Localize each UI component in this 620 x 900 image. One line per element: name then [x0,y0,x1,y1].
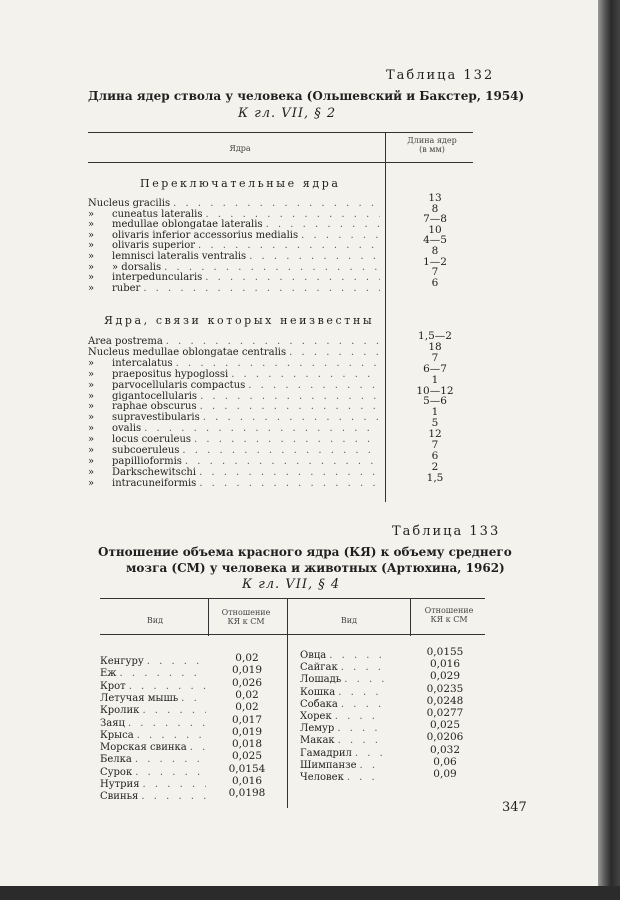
leader-dots [200,391,380,402]
leader-dots [182,445,380,456]
ditto-mark: » [88,261,95,273]
table-132-header-rule [88,162,473,163]
ditto-mark: » [88,251,95,262]
ratio-value: 0,018 [231,738,263,751]
species-row [300,687,384,699]
table-132-column-divider [385,132,386,502]
ditto-mark: » [88,229,95,241]
ratio-value: 0,017 [231,713,263,726]
leader-dots [142,705,206,716]
nucleus-length: 5—6 [423,395,447,408]
nucleus-length: 18 [428,340,442,353]
leader-dots [338,735,384,746]
nucleus-name: Area postrema [88,336,163,347]
ratio-value: 0,02 [235,652,259,664]
leader-dots [200,401,380,412]
ratio-value: 0,026 [231,676,263,689]
book-edge-bottom [0,886,620,900]
leader-dots [344,674,384,685]
nucleus-name: interpeduncularis [112,272,203,284]
species-row [100,742,206,754]
species-name: Кошка [300,686,336,698]
nucleus-length: 6 [431,449,439,462]
col-header-ratio-left-2: КЯ к СМ [227,617,265,626]
species-name: Человек [300,772,344,783]
leader-dots [341,662,384,673]
ditto-mark: » [88,434,95,446]
leader-dots [203,412,380,423]
table-133-label: Таблица 133 [392,524,501,539]
ditto-mark: » [88,357,95,369]
species-row [100,705,206,717]
species-name: Крот [100,680,126,692]
leader-dots [143,283,380,294]
ratio-value: 0,0206 [426,731,464,744]
species-name: Летучая мышь [100,692,179,704]
ditto-mark: » [88,401,95,413]
species-name: Морская свинка [100,742,187,754]
nucleus-name: » dorsalis [112,261,162,273]
species-row [100,681,206,693]
nucleus-length: 6—7 [423,362,447,375]
species-name: Лошадь [300,674,342,686]
nucleus-name: praepositus hypoglossi [112,368,229,380]
nucleus-name: cuneatus lateralis [112,208,203,220]
leader-dots [205,272,380,283]
ditto-mark: » [88,412,95,424]
ratio-value: 0,029 [429,670,461,683]
table-133-reference: К гл. VII, § 4 [242,577,341,592]
species-name: Еж [100,668,117,680]
leader-dots [360,760,384,771]
nucleus-length: 1,5 [426,471,444,484]
species-row [100,718,206,730]
species-name: Сурок [100,766,133,778]
ratio-value: 0,06 [433,755,457,768]
leader-dots [176,358,380,369]
ratio-value: 0,0154 [228,762,266,775]
leader-dots [355,748,384,759]
nucleus-length: 1 [431,406,439,419]
leader-dots [129,681,206,692]
leader-dots [135,754,206,765]
nucleus-name: papillioformis [112,455,182,467]
species-row [100,791,206,803]
nucleus-length: 7 [431,439,439,451]
species-name: Нутрия [100,779,140,790]
species-name: Крыса [100,729,134,741]
leader-dots [185,456,380,467]
species-row [100,656,206,668]
ratio-value: 0,0248 [426,694,464,707]
col-header-species-right: Вид [340,616,358,625]
ratio-value: 0,016 [429,658,461,671]
species-name: Собака [300,698,338,710]
leader-dots [135,767,206,778]
nucleus-length: 7 [431,351,439,364]
ditto-mark: » [88,368,95,380]
species-name: Кролик [100,705,140,717]
nucleus-name: Darkschewitschi [112,466,197,478]
nucleus-name: olivaris inferior accessorius medialis [112,229,299,241]
ratio-value: 0,019 [231,664,263,677]
ratio-value: 0,019 [231,725,263,738]
nucleus-name: Nucleus medullae oblongatae centralis [88,346,287,358]
table-133-divider-2 [287,598,288,808]
nucleus-name: locus coeruleus [112,434,192,446]
nucleus-name: intercalatus [112,357,173,369]
nucleus-length: 8 [431,245,439,257]
species-row [300,699,384,711]
leader-dots [301,230,380,241]
ditto-mark: » [88,455,95,467]
nucleus-name: raphae obscurus [112,401,197,413]
table-133-header-rule [100,634,485,635]
leader-dots [141,791,206,802]
leader-dots [144,423,380,434]
ditto-mark: » [88,272,95,284]
species-row [100,730,206,742]
species-row [100,668,206,680]
nucleus-name: Nucleus gracilis [88,198,171,209]
page-number: 347 [502,800,527,815]
leader-dots [166,336,380,347]
nucleus-name: parvocellularis compactus [112,379,246,391]
leader-dots [199,467,380,478]
ditto-mark: » [88,208,95,220]
species-name: Лемур [300,723,335,735]
col-header-length-2: (в мм) [419,145,445,154]
species-name: Сайгак [300,662,338,674]
nucleus-name: medullae oblongatae lateralis [112,219,263,231]
nucleus-length: 1,5—2 [418,330,452,342]
nucleus-name: ovalis [112,423,142,435]
ratio-value: 0,02 [235,701,259,714]
nucleus-length: 1—2 [423,255,447,268]
nucleus-name: intracuneiformis [112,477,197,489]
leader-dots [198,240,380,251]
book-edge-right [598,0,620,900]
nucleus-length: 1 [431,373,439,386]
table-133-title-line-1: Отношение объема красного ядра (КЯ) к объему среднего [98,545,512,559]
nucleus-length: 4—5 [423,234,447,247]
section-unknown-connections: Ядра, связи которых неизвестны [104,314,375,327]
ratio-value: 0,0235 [426,682,464,695]
species-row [300,674,384,686]
species-row [300,662,384,674]
leader-dots [164,262,380,273]
ratio-value: 0,0198 [228,787,266,800]
leader-dots [249,251,380,262]
species-row [100,693,206,705]
leader-dots [335,711,384,722]
leader-dots [199,478,380,489]
ratio-value: 0,0155 [426,646,464,658]
species-name: Овца [300,650,327,661]
species-name: Хорек [300,711,332,722]
ditto-mark: » [88,445,95,456]
table-132-label: Таблица 132 [386,68,495,83]
leader-dots [120,668,207,679]
ratio-value: 0,0277 [426,707,464,719]
col-header-species-left: Вид [146,616,164,625]
species-row [300,723,384,735]
leader-dots [194,434,380,445]
leader-dots [338,687,384,698]
nucleus-row [88,283,380,295]
species-name: Заяц [100,717,125,729]
nucleus-length: 10 [428,223,442,236]
nucleus-name: gigantocellularis [112,390,198,402]
species-name: Белка [100,754,132,766]
nucleus-name: lemnisci lateralis ventralis [112,251,247,262]
table-132-title: Длина ядер ствола у человека (Ольшевский и Бакстер, 1954) [88,89,525,103]
ratio-value: 0,025 [231,750,263,763]
ditto-mark: » [88,282,95,294]
ditto-mark: » [88,477,95,489]
leader-dots [190,742,206,753]
leader-dots [337,723,384,734]
leader-dots [341,699,384,710]
nucleus-length: 13 [428,192,442,204]
species-row [100,779,206,791]
species-row [300,735,384,747]
leader-dots [289,347,380,358]
leader-dots [147,656,206,667]
table-133-title-line-2: мозга (СМ) у человека и животных (Артюхина, 1962) [126,561,505,575]
leader-dots [128,718,206,729]
leader-dots [231,369,380,380]
nucleus-length: 2 [431,460,439,473]
ditto-mark: » [88,390,95,402]
leader-dots [329,650,384,661]
ditto-mark: » [88,466,95,478]
species-name: Кенгуру [100,656,144,667]
ratio-value: 0,032 [429,743,461,756]
col-header-nuclei: Ядра [229,144,251,153]
col-header-length-1: Длина ядер [407,136,457,145]
nucleus-name: supravestibularis [112,412,200,424]
species-row [300,772,384,784]
leader-dots [173,198,380,209]
nucleus-length: 10—12 [416,384,454,397]
species-name: Шимпанзе [300,759,357,771]
ditto-mark: » [88,219,95,231]
species-row [300,650,384,662]
species-name: Макак [300,735,335,747]
leader-dots [206,209,381,220]
ratio-value: 0,09 [433,768,457,780]
leader-dots [266,219,380,230]
ditto-mark: » [88,423,95,435]
leader-dots [137,730,206,741]
col-header-ratio-right-1: Отношение [424,606,474,615]
ditto-mark: » [88,240,95,252]
nucleus-row [88,478,380,490]
nucleus-length: 8 [431,202,439,215]
nucleus-name: ruber [112,282,141,294]
species-name: Гамадрил [300,747,352,759]
nucleus-name: olivaris superior [112,240,195,252]
ratio-value: 0,016 [231,775,263,787]
section-switching-nuclei: Переключательные ядра [140,177,341,190]
table-132-reference: К гл. VII, § 2 [238,106,337,121]
table-133-divider-3 [410,598,411,636]
col-header-ratio-right-2: КЯ к СМ [430,615,468,624]
species-row [100,767,206,779]
nucleus-length: 7—8 [423,213,447,226]
nucleus-length: 12 [428,428,442,441]
col-header-ratio-left-1: Отношение [221,608,271,617]
nucleus-length: 7 [431,266,439,279]
ditto-mark: » [88,379,95,391]
species-row [300,748,384,760]
species-name: Свинья [100,791,139,803]
leader-dots [143,779,206,790]
nucleus-name: subcoeruleus [112,445,180,456]
table-132-top-rule [88,132,473,133]
ratio-value: 0,02 [235,688,259,701]
leader-dots [248,380,380,391]
species-row [100,754,206,766]
leader-dots [181,693,206,704]
leader-dots [347,772,384,783]
table-133-top-rule [100,598,485,599]
nucleus-length: 6 [431,276,439,289]
ratio-value: 0,025 [429,719,461,732]
species-row [300,760,384,772]
table-133-divider-1 [208,598,209,636]
species-row [300,711,384,723]
nucleus-length: 5 [431,417,439,430]
